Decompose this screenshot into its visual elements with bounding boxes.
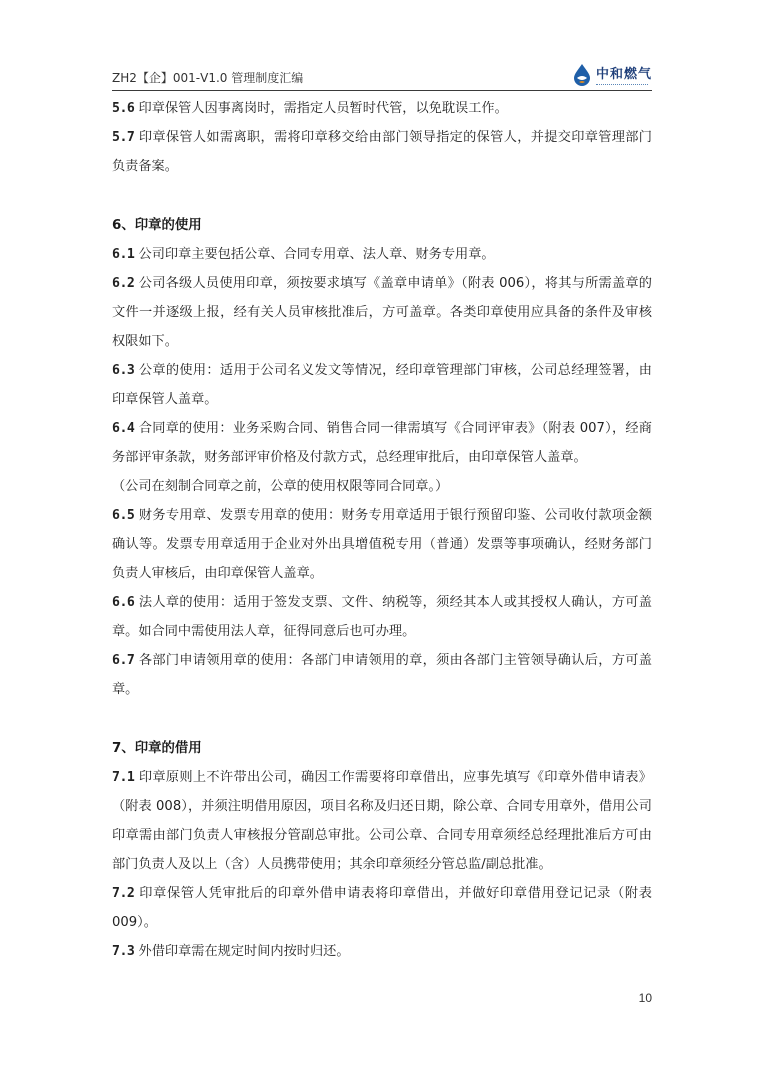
spacer: [112, 704, 652, 734]
heading-section-6: 6、印章的使用: [112, 218, 202, 233]
paragraph-6-1: 6.1 公司印章主要包括公章、合同专用章、法人章、财务专用章。: [112, 247, 495, 262]
spacer: [112, 181, 652, 211]
logo-text-block: [596, 68, 652, 87]
page-number: 10: [638, 991, 652, 1005]
paragraph-7-3: 7.3 外借印章需在规定时间内按时归还。: [112, 944, 350, 959]
paragraph-6-5: 6.5 财务专用章、发票专用章的使用：财务专用章适用于银行预留印鉴、公司收付款项金额确认等。发票专用章适用于企业对外出具增值税专用（普通）发票等事项确认，经财务部门负责人审核后，由印章保管人盖章。: [112, 508, 652, 581]
drop-logo-icon: [571, 63, 593, 87]
logo-name: 中和燃气: [595, 67, 652, 82]
heading-section-7: 7、印章的借用: [112, 741, 202, 756]
paragraph-6-6: 6.6 法人章的使用：适用于签发支票、文件、纳税等，须经其本人或其授权人确认，方可盖章。如合同中需使用法人章，征得同意后也可办理。: [112, 595, 652, 639]
paragraph-7-1: 7.1 印章原则上不许带出公司，确因工作需要将印章借出，应事先填写《印章外借申请表》（附表 008），并须注明借用原因，项目名称及归还日期，除公章、合同专用章外，借用公司印章需由部门负责人审核报分管副总审批。公司公章、合同专用章须经总经理批准后方可由部门负责人及以上（含）人员携带使用；其余印章须经分管总监/副总批准。: [112, 770, 652, 872]
paragraph-6-3: 6.3 公章的使用：适用于公司名义发文等情况，经印章管理部门审核，公司总经理签署，由印章保管人盖章。: [112, 363, 652, 407]
paragraph-6-7: 6.7 各部门申请领用章的使用：各部门申请领用的章，须由各部门主管领导确认后，方可盖章。: [112, 653, 652, 697]
header-title: ZH2【企】001-V1.0 管理制度汇编: [112, 71, 304, 85]
paragraph-6-4: 6.4 合同章的使用：业务采购合同、销售合同一律需填写《合同评审表》（附表 007），经商务部评审条款，财务部评审价格及付款方式，总经理审批后，由印章保管人盖章。: [112, 421, 652, 465]
page-header: [112, 60, 652, 91]
paragraph-7-2: 7.2 印章保管人凭审批后的印章外借申请表将印章借出，并做好印章借用登记记录（附表 009）。: [112, 886, 652, 930]
company-logo: [571, 63, 652, 87]
paragraph-5-6: 5.6 印章保管人因事离岗时，需指定人员暂时代管，以免耽误工作。: [112, 101, 508, 116]
document-body: [112, 94, 652, 966]
paragraph-6-2: 6.2 公司各级人员使用印章，须按要求填写《盖章申请单》（附表 006），将其与所需盖章的文件一并逐级上报，经有关人员审核批准后，方可盖章。各类印章使用应具备的条件及审核权限如下。: [112, 276, 652, 349]
paragraph-6-4-note: （公司在刻制合同章之前，公章的使用权限等同合同章。）: [112, 479, 449, 494]
paragraph-5-7: 5.7 印章保管人如需离职，需将印章移交给由部门领导指定的保管人，并提交印章管理部门负责备案。: [112, 130, 652, 174]
logo-underline: [596, 84, 648, 87]
